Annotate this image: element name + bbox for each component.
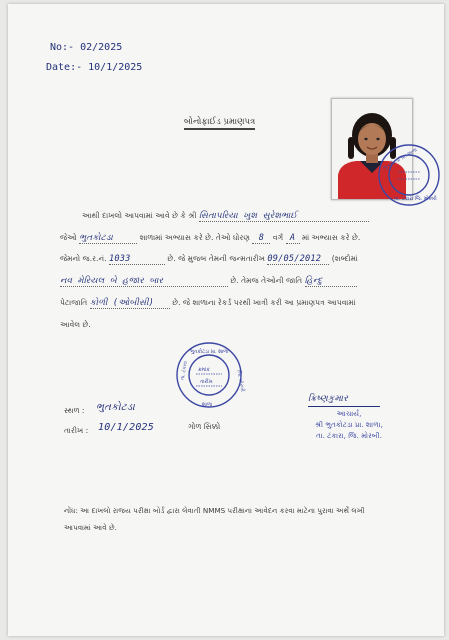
school-name: ભુતકોટડા (79, 233, 137, 244)
note-line-2: આપવામાં આવે છે. (64, 523, 117, 532)
principal-title: આચાર્ય, (336, 409, 362, 418)
principal-stamp (304, 408, 394, 441)
line3-mid: છે. જે મુજબ તેમની જન્મતારીખ (167, 254, 265, 263)
date-value: 10/1/2025 (98, 422, 154, 433)
svg-text:તારીખ: તારીખ (200, 379, 213, 385)
signature-underline (308, 406, 380, 407)
birth-words: નવ મેરિયલ બે હજાર બાર (60, 276, 228, 287)
principal-school: શ્રી ભુતકોટડા પ્રા. શાળા, (315, 420, 383, 429)
svg-text:ભુતકોટડા પ્રા. શાળા: ભુતકોટડા પ્રા. શાળા (190, 349, 229, 355)
birth-date: 09/05/2012 (267, 254, 329, 265)
place-label: સ્થળ : (64, 406, 85, 415)
line5-end: છે. જે શાળાના રેકર્ડ પરથી ખાત્રી કરી આ પ્રમાણપત્ર આપવામાં (172, 298, 356, 307)
caste: હિન્દુ (305, 276, 357, 287)
certificate-page (8, 4, 444, 636)
svg-text:શાળા: શાળા (202, 402, 213, 408)
certificate-title: બોનોફાઈડ પ્રમાણપત્ર (184, 117, 255, 130)
standard: 8 (252, 233, 270, 244)
note-line-1: નોંધ: આ દાખલો રાજય પરીક્ષા બોર્ડ દ્વારા લેવાતી NMMS પરીક્ષાના આવેદન કરવા માટેના પુરાવા અર્થે લખી (64, 506, 365, 515)
date-label: તારીખ : (64, 426, 89, 435)
line5-prefix: પેટાજાતિ (60, 298, 88, 307)
gr-number: 1033 (109, 254, 165, 265)
sub-caste: કોળી (ઓબીસી) (90, 298, 170, 309)
round-seal (174, 340, 244, 410)
reference-number: No:- 02/2025 (50, 42, 123, 53)
line2-end: માં અભ્યાસ કરે છે. (301, 233, 361, 242)
svg-text:ભુતકોટડા પ્રા. શાળા: ભુતકોટડા પ્રા. શાળા (382, 147, 419, 172)
principal-address: તા. ટંકારા, જિ. મોરબી. (316, 431, 382, 440)
body-line-1 (82, 211, 369, 222)
line2-prefix: જેઓ (60, 233, 77, 242)
body-line-3 (60, 254, 358, 265)
line2-class: વર્ગ (272, 233, 284, 242)
line4-mid: છે. તેમજ તેઓની જાતિ (230, 276, 303, 285)
seal-label: ગોળ સિક્કો (188, 422, 221, 431)
student-name: સિતાપરિયા ખુશ સુરેશભાઈ (199, 211, 369, 222)
division: A (286, 233, 300, 244)
body-line-2 (60, 233, 360, 244)
svg-text:જિ. મોરબી: જિ. મોરબી (235, 369, 246, 393)
line1-prefix: આથી દાખલો આપવામાં આવે છે કે શ્રી (82, 211, 197, 220)
header-date: Date:- 10/1/2025 (46, 62, 143, 73)
svg-text:ક્રમાંક: ક્રમાંક (198, 367, 210, 373)
place-value: ભુતકોટડા (96, 402, 135, 413)
body-line-4 (60, 276, 357, 287)
line2-mid: શાળામાં અભ્યાસ કરે છે. તેઓ ધોરણ (139, 233, 250, 242)
body-line-5 (60, 298, 356, 309)
line6: આવેલ છે. (60, 320, 91, 329)
svg-text:તા. ટંકારા: તા. ટંકારા (179, 360, 189, 381)
school-stamp-top (376, 142, 442, 208)
line3-prefix: જેમનો જ.ર.નં. (60, 254, 107, 263)
svg-text:તા. ટંકારા જિ. મોરબી: તા. ટંકારા જિ. મોરબી (394, 196, 437, 202)
principal-signature: ક્રિષ્ણકુમાર (308, 394, 349, 404)
line3-end: (શબ્દોમાં (331, 254, 358, 263)
body-line-6 (60, 320, 91, 330)
